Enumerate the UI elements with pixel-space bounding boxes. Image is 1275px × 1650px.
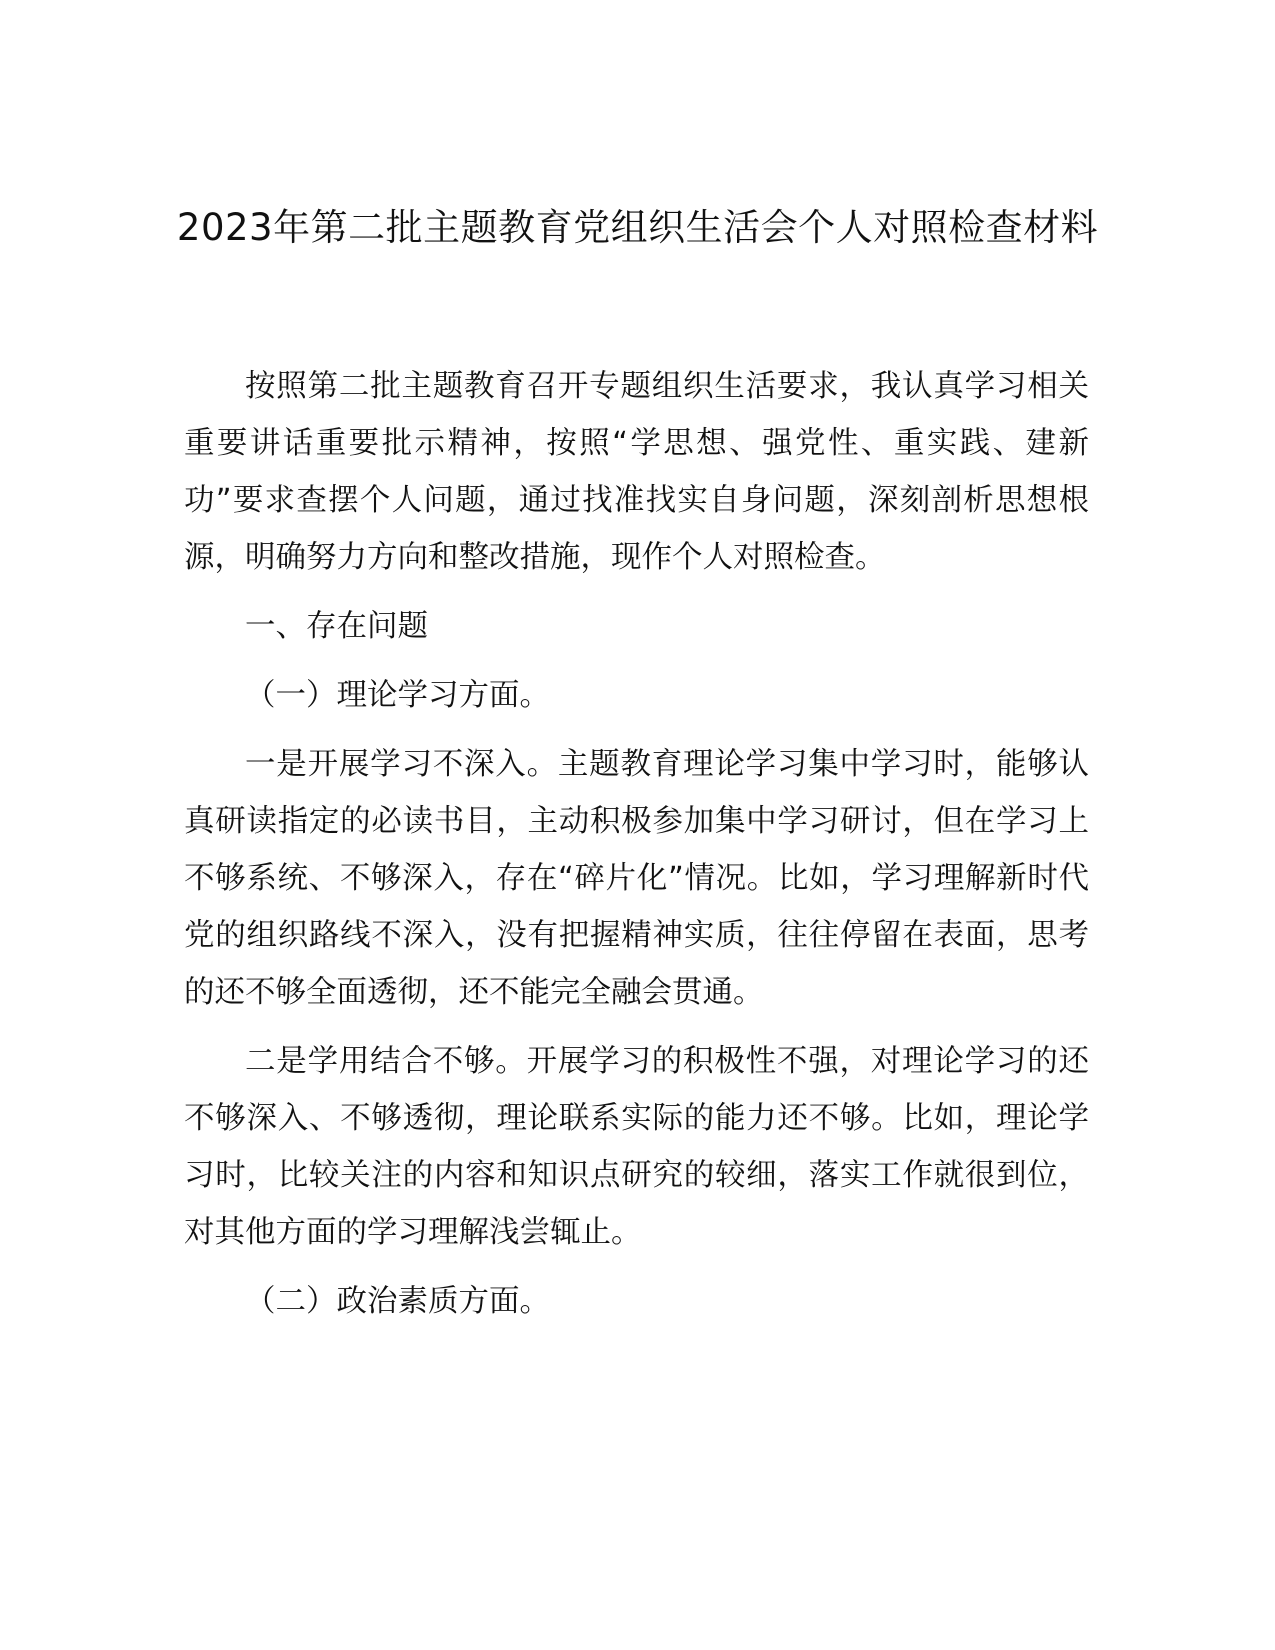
- paragraph-point-two: 二是学用结合不够。开展学习的积极性不强，对理论学习的还不够深入、不够透彻，理论联系实际的能力还不够。比如，理论学习时，比较关注的内容和知识点研究的较细，落实工作就很到位，对其他方面的学习理解浅尝辄止。: [184, 1044, 1089, 1250]
- paragraph-point-one: 一是开展学习不深入。主题教育理论学习集中学习时，能够认真研读指定的必读书目，主动积极参加集中学习研讨，但在学习上不够系统、不够深入，存在“碎片化”情况。比如，学习理解新时代党的组织路线不深入，没有把握精神实质，往往停留在表面，思考的还不够全面透彻，还不能完全融会贯通。: [184, 747, 1089, 1010]
- section-heading-problems: 一、存在问题: [245, 609, 428, 644]
- subsection-heading-political-quality: （二）政治素质方面。: [245, 1284, 550, 1319]
- document-body: [184, 358, 1089, 1330]
- subsection-heading-theory-study: （一）理论学习方面。: [245, 678, 550, 713]
- document-title: 2023年第二批主题教育党组织生活会个人对照检查材料: [176, 206, 1099, 249]
- intro-paragraph: 按照第二批主题教育召开专题组织生活要求，我认真学习相关重要讲话重要批示精神，按照“学思想、强党性、重实践、建新功”要求查摆个人问题，通过找准找实自身问题，深刻剖析思想根源，明确努力方向和整改措施，现作个人对照检查。: [184, 369, 1089, 575]
